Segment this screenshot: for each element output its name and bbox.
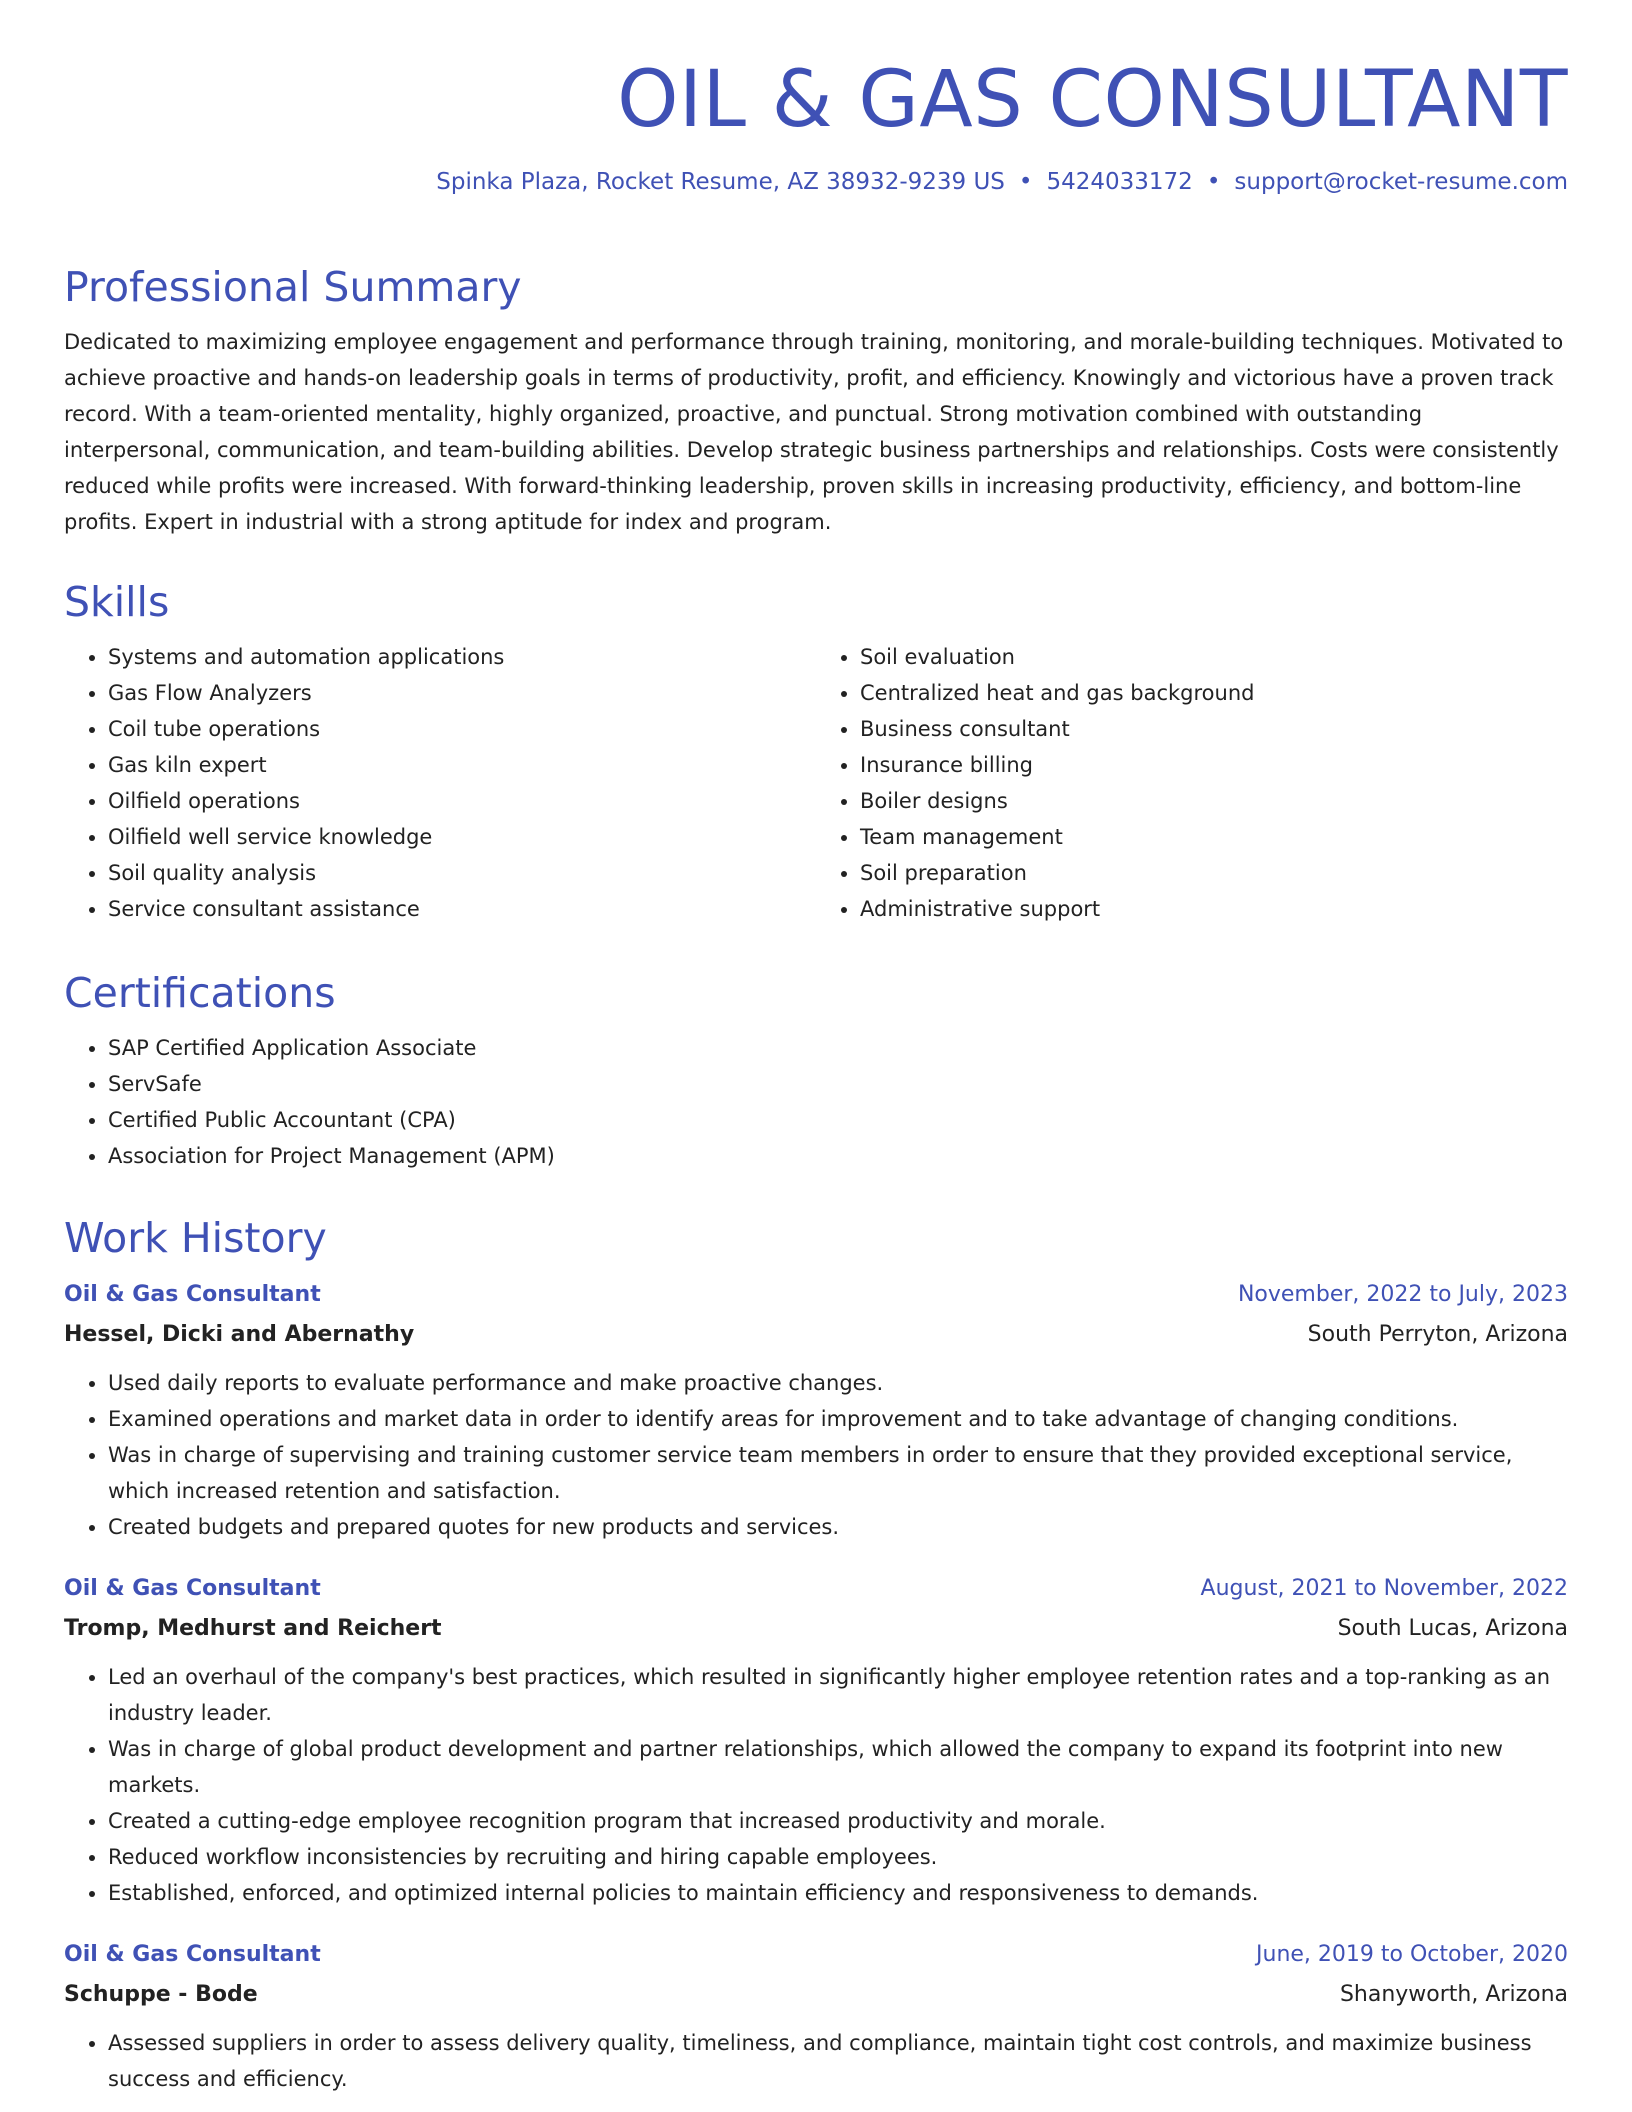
skill-item: • Soil quality analysis: [108, 855, 816, 891]
certification-item: • SAP Certified Application Associate: [108, 1030, 1568, 1066]
job-title: Oil & Gas Consultant: [64, 1282, 321, 1307]
job-title: Oil & Gas Consultant: [64, 1942, 321, 1967]
contact-address: Spinka Plaza, Rocket Resume, AZ 38932-9239 US: [436, 169, 1005, 195]
job-header: [64, 1935, 1568, 1975]
job-dates: June, 2019 to October, 2020: [1256, 1942, 1568, 1967]
job-bullet: • Used daily reports to evaluate performance and make proactive changes.: [108, 1365, 1568, 1401]
job-bullet: • Led an overhaul of the company's best practices, which resulted in significantly higher employee retention rates and a top-ranking as an industry leader.: [108, 1659, 1568, 1731]
job-bullets: [64, 1659, 1568, 1911]
job-bullet: • Created budgets and prepared quotes for new products and services.: [108, 1509, 1568, 1545]
certification-item: • Association for Project Management (APM): [108, 1138, 1568, 1174]
summary-section: [64, 262, 1568, 540]
certification-item: • Certified Public Accountant (CPA): [108, 1102, 1568, 1138]
job-bullet: • Examined operations and market data in order to identify areas for improvement and to take advantage of changing conditions.: [108, 1401, 1568, 1437]
skill-item: • Soil evaluation: [860, 639, 1568, 675]
skill-item: • Oilfield operations: [108, 783, 816, 819]
job-header: [64, 1275, 1568, 1315]
certifications-list: [64, 1030, 1568, 1174]
contact-separator: •: [1206, 169, 1221, 195]
job-bullet: • Was in charge of supervising and training customer service team members in order to ensure that they provided exceptional service, which increased retention and satisfaction.: [108, 1437, 1568, 1509]
job-title: Oil & Gas Consultant: [64, 1576, 321, 1601]
resume-title: OIL & GAS CONSULTANT: [617, 55, 1568, 145]
skills-list-right: [816, 639, 1568, 927]
job-dates: November, 2022 to July, 2023: [1237, 1282, 1568, 1307]
skills-section: [64, 577, 1568, 927]
contact-email[interactable]: support@rocket-resume.com: [1234, 169, 1568, 195]
skill-item: • Centralized heat and gas background: [860, 675, 1568, 711]
certification-item: • ServSafe: [108, 1066, 1568, 1102]
skills-grid: [64, 639, 1568, 927]
summary-heading: Professional Summary: [64, 263, 522, 311]
job-bullet: • Established, enforced, and optimized internal policies to maintain efficiency and responsiveness to demands.: [108, 1875, 1568, 1911]
certifications-heading: Certifications: [64, 969, 336, 1017]
contact-separator: •: [1018, 169, 1033, 195]
job-company: Tromp, Medhurst and Reichert: [64, 1616, 442, 1641]
job-bullet: • Was in charge of global product development and partner relationships, which allowed the company to expand its footprint into new markets.: [108, 1731, 1568, 1803]
skill-item: • Gas kiln expert: [108, 747, 816, 783]
job-bullet: • Created a cutting-edge employee recognition program that increased productivity and morale.: [108, 1803, 1568, 1839]
job-location: Shanyworth, Arizona: [1339, 1982, 1568, 2007]
job-subheader: [64, 1609, 1568, 1649]
job-bullet: • Reduced workflow inconsistencies by recruiting and hiring capable employees.: [108, 1839, 1568, 1875]
work-history-heading: Work History: [64, 1214, 327, 1262]
skill-item: • Soil preparation: [860, 855, 1568, 891]
job-entry: [64, 1935, 1568, 2097]
job-subheader: [64, 1315, 1568, 1355]
skill-item: • Systems and automation applications: [108, 639, 816, 675]
skill-item: • Boiler designs: [860, 783, 1568, 819]
job-company: Hessel, Dicki and Abernathy: [64, 1322, 415, 1347]
skill-item: • Service consultant assistance: [108, 891, 816, 927]
job-location: South Perryton, Arizona: [1307, 1322, 1568, 1347]
job-bullets: [64, 2025, 1568, 2097]
job-bullets: [64, 1365, 1568, 1545]
job-bullet: • Assessed suppliers in order to assess delivery quality, timeliness, and compliance, maintain tight cost controls, and maximize business success and efficiency.: [108, 2025, 1568, 2097]
work-history-section: [64, 1213, 1568, 2097]
skill-item: • Team management: [860, 819, 1568, 855]
job-subheader: [64, 1975, 1568, 2015]
contact-phone[interactable]: 5424033172: [1046, 169, 1193, 195]
skill-item: • Business consultant: [860, 711, 1568, 747]
skill-item: • Oilfield well service knowledge: [108, 819, 816, 855]
skill-item: • Coil tube operations: [108, 711, 816, 747]
skills-list-left: [64, 639, 816, 927]
skill-item: • Administrative support: [860, 891, 1568, 927]
summary-text: Dedicated to maximizing employee engagement and performance through training, monitoring, and morale-building techniques. Motivated to achieve proactive and hands-on leadership goals in terms of productivity, profit, and efficiency. Knowingly and victorious have a proven track record. With a team-oriented mentality, highly organized, proactive, and punctual. Strong motivation combined with outstanding interpersonal, communication, and team-building abilities. Develop strategic business partnerships and relationships. Costs were consistently reduced while profits were increased. With forward-thinking leadership, proven skills in increasing productivity, efficiency, and bottom-line profits. Expert in industrial with a strong aptitude for index and program.: [64, 330, 1564, 534]
job-location: South Lucas, Arizona: [1337, 1616, 1568, 1641]
job-entry: [64, 1569, 1568, 1911]
skill-item: • Insurance billing: [860, 747, 1568, 783]
certifications-section: [64, 968, 1568, 1174]
job-header: [64, 1569, 1568, 1609]
job-entry: [64, 1275, 1568, 1545]
skills-heading: Skills: [64, 578, 170, 626]
job-company: Schuppe - Bode: [64, 1982, 258, 2007]
skill-item: • Gas Flow Analyzers: [108, 675, 816, 711]
job-dates: August, 2021 to November, 2022: [1200, 1576, 1568, 1601]
contact-line: [436, 166, 1568, 198]
